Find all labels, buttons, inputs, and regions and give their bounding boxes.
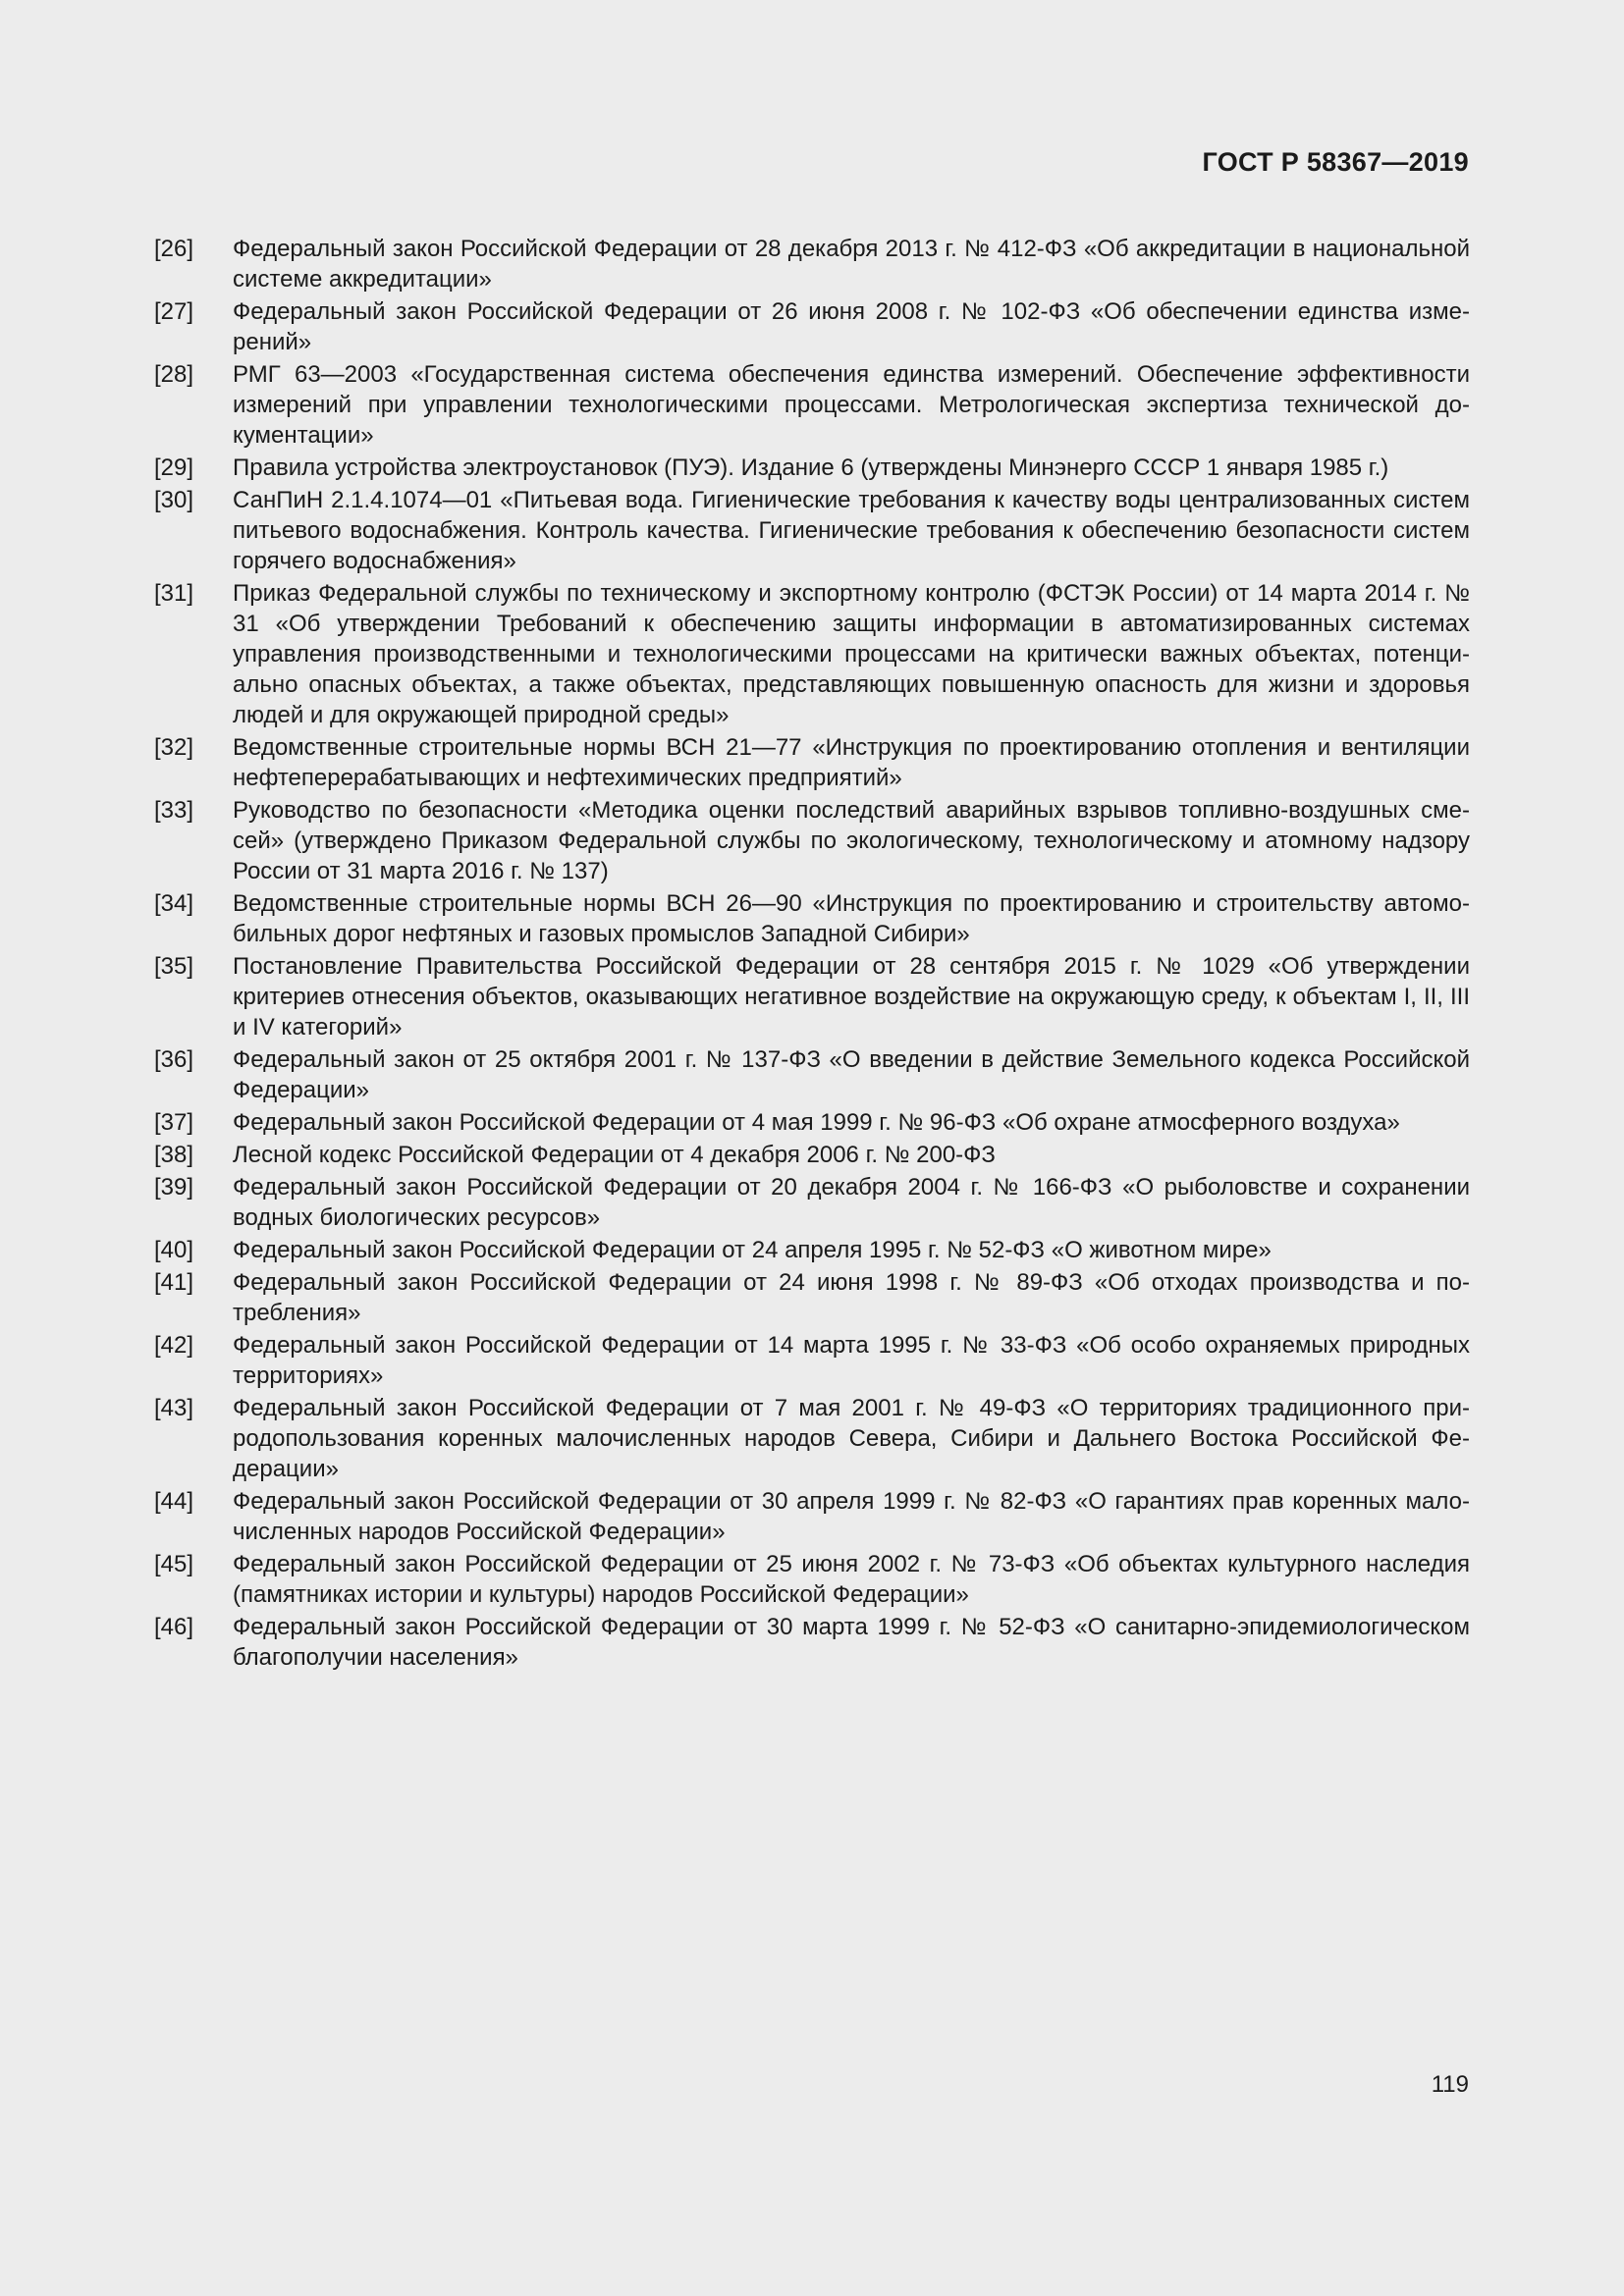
reference-item xyxy=(154,1267,1470,1328)
reference-item xyxy=(154,1549,1470,1610)
reference-item xyxy=(154,359,1470,451)
reference-text: Правила устройства электроустановок (ПУЭ). Издание 6 (утверждены Минэнерго СССР 1 января 1985 г.) xyxy=(233,454,1389,481)
reference-number: [26] xyxy=(154,236,194,262)
reference-item xyxy=(154,1140,1470,1170)
reference-number: [41] xyxy=(154,1269,194,1296)
reference-number: [46] xyxy=(154,1614,194,1640)
reference-number: [45] xyxy=(154,1551,194,1577)
reference-item xyxy=(154,1486,1470,1547)
reference-item xyxy=(154,1172,1470,1233)
reference-text: Федеральный закон Российской Федерации от 4 мая 1999 г. № 96-ФЗ «Об охране атмосферного воздуха» xyxy=(233,1109,1400,1136)
reference-text: Приказ Федеральной службы по техническому и экспортному контролю (ФСТЭК России) от 14 марта 2014 г. № 31 «Об утверждении Требований к обеспечению защиты информации в автоматизированных системах управления производственными и технологическими процессами на критически важных объектах, потенциально опасных объектах, а также объектах, представляющих повышенную опасность для жизни и здоровья людей и для окружающей природной среды» xyxy=(233,580,1470,728)
reference-item xyxy=(154,1044,1470,1105)
reference-number: [29] xyxy=(154,454,194,481)
reference-item xyxy=(154,453,1470,483)
reference-item xyxy=(154,1393,1470,1484)
reference-number: [33] xyxy=(154,797,194,824)
reference-number: [39] xyxy=(154,1174,194,1201)
reference-number: [34] xyxy=(154,890,194,917)
reference-item xyxy=(154,485,1470,576)
reference-text: Федеральный закон Российской Федерации от 7 мая 2001 г. № 49-ФЗ «О территориях традиционного природопользования коренных малочисленных народов Севера, Сибири и Дальнего Востока Российской Федерации» xyxy=(233,1395,1470,1482)
reference-number: [36] xyxy=(154,1046,194,1073)
reference-text: Постановление Правительства Российской Федерации от 28 сентября 2015 г. № 1029 «Об утверждении критериев отнесения объектов, оказывающих негативное воздействие на окружающую среду, к объектам I, II, III и IV категорий» xyxy=(233,953,1470,1041)
reference-item xyxy=(154,795,1470,886)
reference-item xyxy=(154,234,1470,294)
reference-text: Лесной кодекс Российской Федерации от 4 декабря 2006 г. № 200-ФЗ xyxy=(233,1142,996,1168)
reference-number: [27] xyxy=(154,298,194,325)
reference-number: [38] xyxy=(154,1142,194,1168)
reference-number: [32] xyxy=(154,734,194,761)
reference-number: [42] xyxy=(154,1332,194,1359)
reference-number: [28] xyxy=(154,361,194,388)
reference-text: Руководство по безопасности «Методика оценки последствий аварийных взрывов топливно-воздушных смесей» (утверждено Приказом Федеральной службы по экологическому, технологическому и атомному надзору России от 31 марта 2016 г. № 137) xyxy=(233,797,1470,884)
reference-text: Федеральный закон Российской Федерации от 14 марта 1995 г. № 33-ФЗ «Об особо охраняемых природных территориях» xyxy=(233,1332,1470,1389)
reference-text: СанПиН 2.1.4.1074—01 «Питьевая вода. Гигиенические требования к качеству воды централизованных систем питьевого водоснабжения. Контроль качества. Гигиенические требования к обеспечению безопасности систем горячего водоснабжения» xyxy=(233,487,1470,574)
reference-number: [31] xyxy=(154,580,194,607)
reference-text: Федеральный закон Российской Федерации от 28 декабря 2013 г. № 412-ФЗ «Об аккредитации в национальной системе аккредитации» xyxy=(233,236,1470,293)
reference-item xyxy=(154,1235,1470,1265)
reference-item xyxy=(154,951,1470,1042)
reference-text: Федеральный закон Российской Федерации от 20 декабря 2004 г. № 166-ФЗ «О рыболовстве и сохранении водных биологических ресурсов» xyxy=(233,1174,1470,1231)
reference-item xyxy=(154,296,1470,357)
reference-item xyxy=(154,1330,1470,1391)
reference-number: [30] xyxy=(154,487,194,513)
reference-number: [44] xyxy=(154,1488,194,1515)
reference-item xyxy=(154,888,1470,949)
reference-item xyxy=(154,1612,1470,1673)
document-code: ГОСТ Р 58367—2019 xyxy=(1202,147,1469,177)
reference-text: Федеральный закон от 25 октября 2001 г. № 137-ФЗ «О введении в действие Земельного кодекса Российской Федерации» xyxy=(233,1046,1470,1103)
reference-number: [43] xyxy=(154,1395,194,1421)
reference-item xyxy=(154,732,1470,793)
reference-text: РМГ 63—2003 «Государственная система обеспечения единства измерений. Обеспечение эффективности измерений при управлении технологическими процессами. Метрологическая экспертиза технической документации» xyxy=(233,361,1470,449)
reference-text: Федеральный закон Российской Федерации от 30 апреля 1999 г. № 82-ФЗ «О гарантиях прав коренных малочисленных народов Российской Федерации» xyxy=(233,1488,1470,1545)
reference-number: [37] xyxy=(154,1109,194,1136)
reference-text: Федеральный закон Российской Федерации от 24 июня 1998 г. № 89-ФЗ «Об отходах производства и потребления» xyxy=(233,1269,1470,1326)
reference-text: Федеральный закон Российской Федерации от 26 июня 2008 г. № 102-ФЗ «Об обеспечении единства измерений» xyxy=(233,298,1470,355)
reference-number: [40] xyxy=(154,1237,194,1263)
reference-text: Федеральный закон Российской Федерации от 24 апреля 1995 г. № 52-ФЗ «О животном мире» xyxy=(233,1237,1272,1263)
reference-text: Ведомственные строительные нормы ВСН 26—90 «Инструкция по проектированию и строительству автомобильных дорог нефтяных и газовых промыслов Западной Сибири» xyxy=(233,890,1470,947)
reference-item xyxy=(154,578,1470,730)
reference-number: [35] xyxy=(154,953,194,980)
reference-text: Федеральный закон Российской Федерации от 25 июня 2002 г. № 73-ФЗ «Об объектах культурного наследия (памятниках истории и культуры) народов Российской Федерации» xyxy=(233,1551,1470,1608)
reference-text: Ведомственные строительные нормы ВСН 21—77 «Инструкция по проектированию отопления и вентиляции нефтеперерабатывающих и нефтехимических предприятий» xyxy=(233,734,1470,791)
bibliography-list xyxy=(154,234,1470,1675)
reference-text: Федеральный закон Российской Федерации от 30 марта 1999 г. № 52-ФЗ «О санитарно-эпидемиологическом благополучии населения» xyxy=(233,1614,1470,1671)
page-number: 119 xyxy=(1431,2071,1469,2098)
reference-item xyxy=(154,1107,1470,1138)
